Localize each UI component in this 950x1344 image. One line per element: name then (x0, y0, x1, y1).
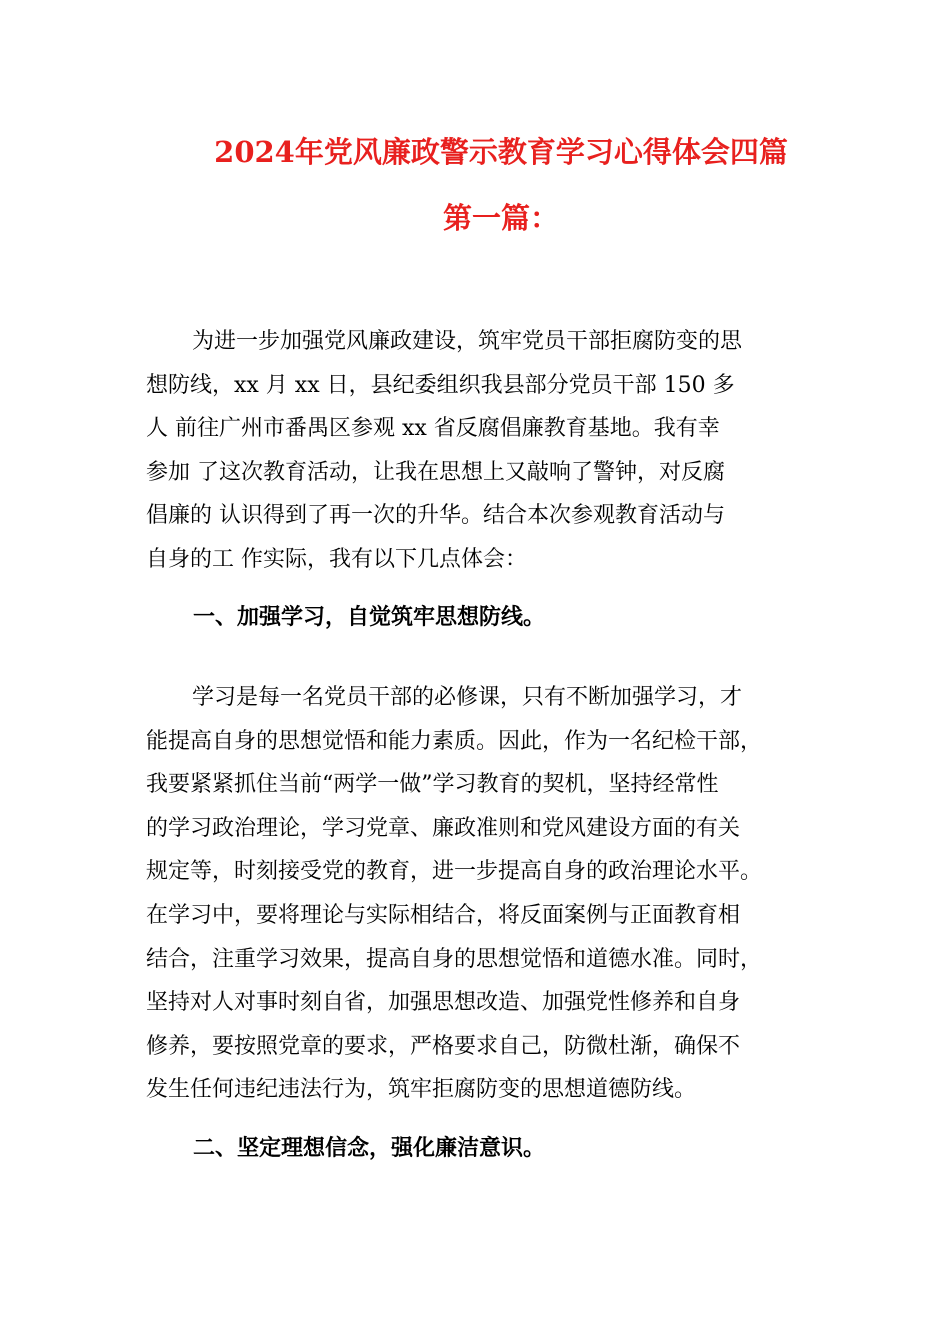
document-subtitle: 第一篇： (442, 201, 559, 235)
intro-line: 参加 了这次教育活动，让我在思想上又敲响了警钟，对反腐 (146, 459, 725, 485)
intro-line: 为进一步加强党风廉政建设，筑牢党员干部拒腐防变的思 (192, 329, 743, 354)
section-1-line: 学习是每一名党员干部的必修课，只有不断加强学习，才 (192, 685, 743, 710)
section-1-line: 的学习政治理论，学习党章、廉政准则和党风建设方面的有关 (146, 815, 741, 841)
section-1-paragraph (146, 676, 810, 1112)
intro-line: 想防线，xx 月 xx 日，县纪委组织我县部分党员干部 150 多 (146, 372, 735, 398)
intro-line: 人 前往广州市番禺区参观 xx 省反腐倡廉教育基地。我有幸 (146, 416, 720, 442)
section-1-line: 修养，要按照党章的要求，严格要求自己，防微杜渐，确保不 (146, 1033, 741, 1059)
section-1-line: 在学习中，要将理论与实际相结合，将反面案例与正面教育相 (146, 902, 741, 928)
section-heading-1: 一、加强学习，自觉筑牢思想防线。 (193, 604, 546, 630)
intro-line: 倡廉的 认识得到了再一次的升华。结合本次参观教育活动与 (146, 503, 725, 529)
intro-line: 自身的工 作实际，我有以下几点体会： (146, 546, 527, 572)
section-1-line: 发生任何违纪违法行为，筑牢拒腐防变的思想道德防线。 (146, 1077, 697, 1103)
section-1-line: 规定等，时刻接受党的教育，进一步提高自身的政治理论水平。 (146, 859, 763, 885)
section-heading-2: 二、坚定理想信念，强化廉洁意识。 (193, 1135, 546, 1161)
section-1-line: 我要紧紧抓住当前“两学一做”学习教育的契机，坚持经常性 (146, 772, 719, 798)
document-title: 2024年党风廉政警示教育学习心得体会四篇 (214, 135, 788, 169)
section-1-line: 能提高自身的思想觉悟和能力素质。因此，作为一名纪检干部， (146, 728, 763, 754)
intro-paragraph (146, 320, 810, 582)
section-1-line: 结合，注重学习效果，提高自身的思想觉悟和道德水准。同时， (146, 946, 763, 972)
section-1-line: 坚持对人对事时刻自省，加强思想改造、加强党性修养和自身 (146, 990, 741, 1016)
